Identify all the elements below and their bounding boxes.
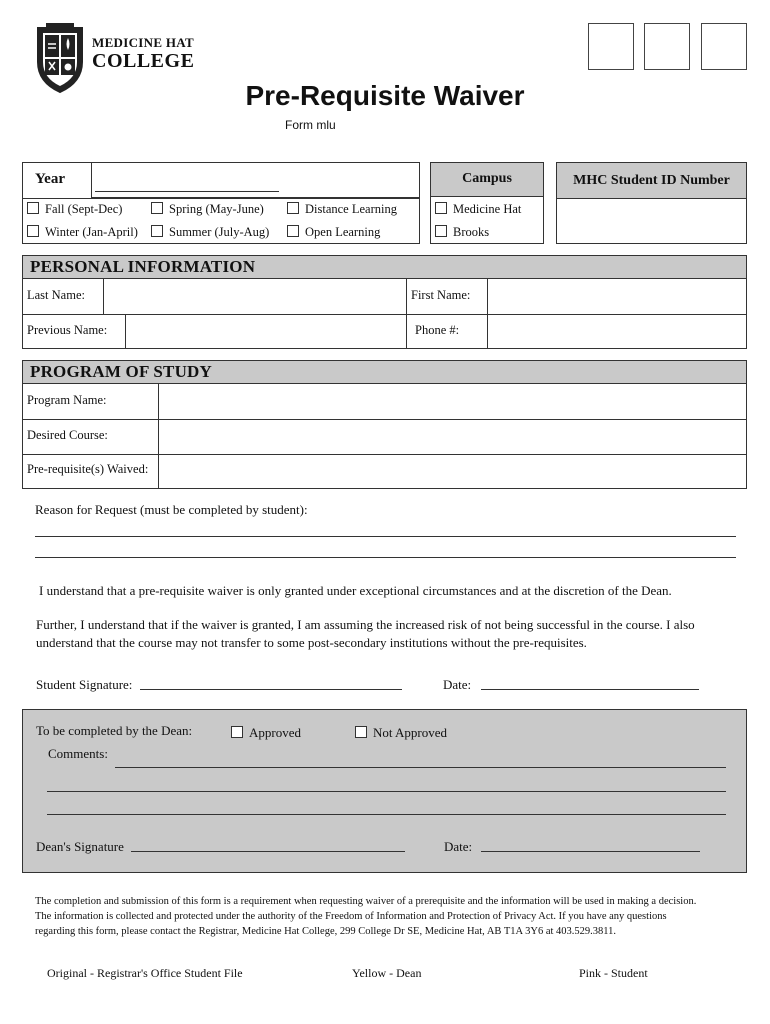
privacy-notice-line3: regarding this form, please contact the Registrar, Medicine Hat College, 299 College Dr SE, Medicine Hat, AB T1A 3Y6 at 403.529.3811.: [35, 925, 617, 937]
dean-not-approved-checkbox[interactable]: [355, 726, 367, 738]
dean-date-line[interactable]: [481, 851, 700, 852]
dean-date-label: Date:: [444, 839, 473, 854]
dean-comments-line-2[interactable]: [47, 791, 726, 792]
term-distance-checkbox[interactable]: [287, 202, 299, 214]
form-subtitle: Form mlu: [285, 118, 336, 132]
reason-line-2[interactable]: [35, 557, 736, 558]
reason-line-1[interactable]: [35, 536, 736, 537]
distribution-pink: Pink - Student: [579, 966, 648, 980]
term-fall-label: Fall (Sept-Dec): [45, 202, 123, 216]
previous-name-label: Previous Name:: [27, 323, 108, 337]
personal-info-heading: PERSONAL INFORMATION: [30, 257, 256, 276]
campus-section: [430, 162, 544, 244]
privacy-notice: [35, 895, 745, 940]
year-divider: [23, 198, 420, 199]
term-spring-checkbox[interactable]: [151, 202, 163, 214]
dean-approved-checkbox[interactable]: [231, 726, 243, 738]
campus-brooks-label: Brooks: [453, 225, 490, 239]
distribution-original: Original - Registrar's Office Student File: [47, 966, 243, 980]
student-signature-line[interactable]: [140, 689, 402, 690]
office-use-box-2: [644, 23, 690, 70]
dean-completed-by-label: To be completed by the Dean:: [36, 723, 193, 738]
form-title: Pre-Requisite Waiver: [245, 80, 525, 111]
first-name-label: First Name:: [411, 288, 471, 302]
dean-section: [22, 709, 747, 873]
dean-not-approved-option[interactable]: [355, 724, 447, 742]
distribution-yellow: Yellow - Dean: [352, 966, 422, 980]
dean-approved-option[interactable]: [231, 724, 301, 742]
office-use-box-1: [588, 23, 634, 70]
term-fall-option[interactable]: [27, 202, 122, 217]
personal-info-section: [22, 255, 747, 349]
campus-medicine-hat-label: Medicine Hat: [453, 202, 522, 216]
student-id-input[interactable]: [557, 200, 746, 243]
year-input-line[interactable]: [95, 191, 279, 192]
student-id-label: MHC Student ID Number: [573, 173, 730, 188]
phone-label: Phone #:: [415, 323, 460, 337]
previous-name-input[interactable]: [125, 315, 407, 348]
student-signature-label: Student Signature:: [36, 677, 133, 692]
dean-approved-label: Approved: [249, 725, 301, 740]
campus-medicine-hat-checkbox[interactable]: [435, 202, 447, 214]
statement-discretion: I understand that a pre-requisite waiver is only granted under exceptional circumstances and at the discretion of the Dean.: [39, 583, 672, 598]
statement-risk: Further, I understand that if the waiver is granted, I am assuming the increased risk of not being successful in the course. I also understand that the course may not transfer to some post-secondary institutions without the pre-requisites.: [36, 617, 695, 650]
term-summer-label: Summer (July-Aug): [169, 225, 270, 239]
campus-label: Campus: [462, 171, 512, 186]
dean-signature-label: Dean's Signature: [36, 839, 124, 854]
privacy-notice-line1: The completion and submission of this form is a requirement when requesting waiver of a prerequisite and the information will be used in making a decision.: [35, 896, 697, 907]
dean-comments-label: Comments:: [48, 746, 108, 761]
term-summer-checkbox[interactable]: [151, 225, 163, 237]
prereq-waived-label: Pre-requisite(s) Waived:: [27, 462, 149, 476]
student-date-label: Date:: [443, 677, 472, 692]
term-spring-option[interactable]: [151, 202, 264, 217]
privacy-notice-line2: The information is collected and protected under the authority of the Freedom of Information and Protection of Privacy Act. If you have any questions: [35, 910, 667, 922]
term-distance-option[interactable]: [287, 202, 397, 217]
year-input-cell: [91, 163, 420, 198]
term-winter-option[interactable]: [27, 225, 138, 240]
dean-comments-line-1[interactable]: [115, 767, 726, 768]
year-section: [22, 162, 420, 244]
phone-input[interactable]: [487, 315, 746, 348]
college-name-line2: COLLEGE: [92, 50, 195, 72]
office-use-box-3: [701, 23, 747, 70]
reason-label: Reason for Request (must be completed by student):: [35, 502, 308, 517]
desired-course-label: Desired Course:: [27, 428, 108, 442]
campus-brooks-checkbox[interactable]: [435, 225, 447, 237]
campus-medicine-hat-option[interactable]: [435, 202, 521, 217]
term-winter-checkbox[interactable]: [27, 225, 39, 237]
student-date-line[interactable]: [481, 689, 699, 690]
college-name-line1: MEDICINE HAT: [92, 35, 194, 50]
desired-course-input[interactable]: [159, 420, 746, 453]
program-name-input[interactable]: [159, 385, 746, 418]
term-winter-label: Winter (Jan-April): [45, 225, 138, 239]
prereq-waived-input[interactable]: [159, 455, 746, 488]
term-summer-option[interactable]: [151, 225, 269, 240]
campus-brooks-option[interactable]: [435, 225, 489, 240]
student-id-section: [556, 162, 747, 244]
dean-not-approved-label: Not Approved: [373, 725, 448, 740]
program-heading: PROGRAM OF STUDY: [30, 362, 213, 381]
year-label: Year: [35, 171, 65, 187]
term-fall-checkbox[interactable]: [27, 202, 39, 214]
dean-comments-line-3[interactable]: [47, 814, 726, 815]
term-spring-label: Spring (May-June): [169, 202, 264, 216]
last-name-label: Last Name:: [27, 288, 85, 302]
program-name-label: Program Name:: [27, 393, 107, 407]
term-open-label: Open Learning: [305, 225, 381, 239]
dean-signature-line[interactable]: [131, 851, 405, 852]
last-name-input[interactable]: [103, 279, 407, 314]
term-open-checkbox[interactable]: [287, 225, 299, 237]
term-open-option[interactable]: [287, 225, 380, 240]
first-name-input[interactable]: [487, 279, 746, 314]
term-distance-label: Distance Learning: [305, 202, 397, 216]
college-name: [92, 36, 194, 71]
program-section: [22, 360, 747, 489]
